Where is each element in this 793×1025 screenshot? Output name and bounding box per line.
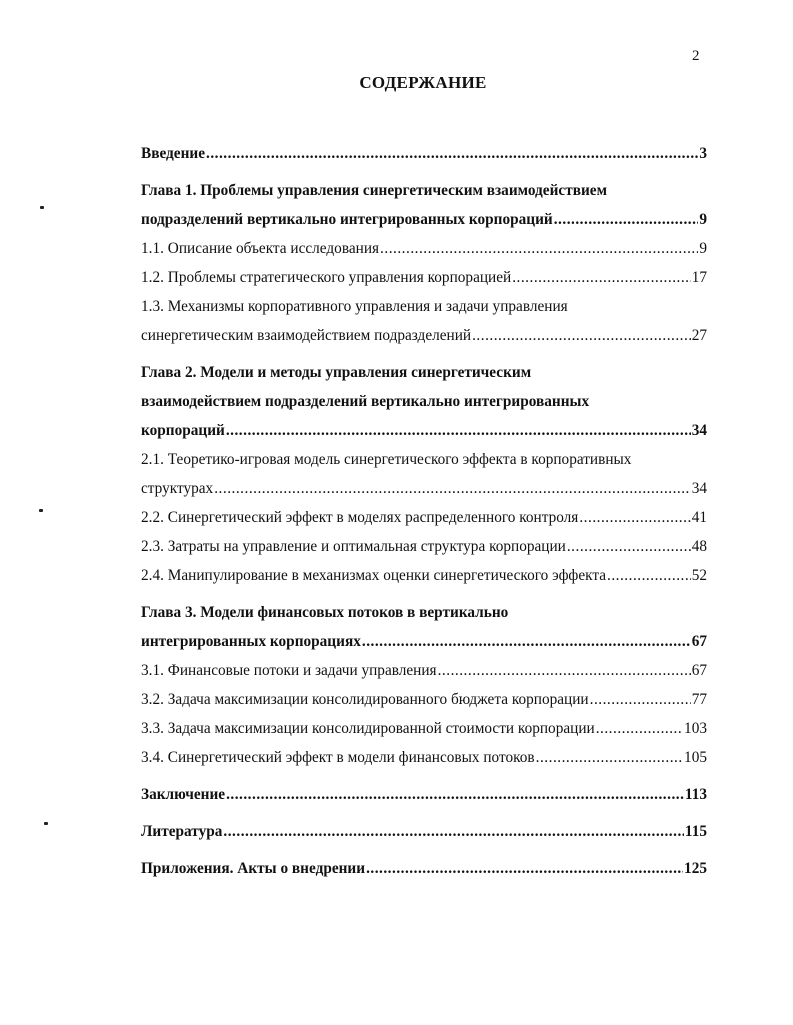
toc-entry-chapter-3: Глава 3. Модели финансовых потоков в вертикально (141, 604, 509, 621)
toc-entry-chapter-2-cont: взаимодействием подразделений вертикально интегрированных (141, 393, 590, 410)
leader-dots (472, 321, 691, 350)
table-of-contents (141, 139, 707, 883)
toc-entry-3-3: 3.3. Задача максимизации консолидированной стоимости корпорации ..... 103 (141, 714, 707, 743)
toc-entry-2-1: 2.1. Теоретико-игровая модель синергетического эффекта в корпоративных (141, 451, 632, 468)
leader-dots (596, 714, 683, 743)
toc-entry-3-4: 3.4. Синергетический эффект в модели финансовых потоков ..... 105 (141, 743, 707, 772)
leader-dots (223, 817, 683, 846)
toc-entry-2-3: 2.3. Затраты на управление и оптимальная структура корпорации ..... 48 (141, 532, 707, 561)
leader-dots (226, 780, 684, 809)
leader-dots (536, 743, 683, 772)
toc-entry-chapter-1: Глава 1. Проблемы управления синергетическим взаимодействием (141, 182, 607, 199)
toc-entry-2-2: 2.2. Синергетический эффект в моделях распределенного контроля ..... 41 (141, 503, 707, 532)
leader-dots (226, 416, 691, 445)
leader-dots (607, 561, 691, 590)
toc-entry-3-2: 3.2. Задача максимизации консолидированного бюджета корпорации ..... 77 (141, 685, 707, 714)
toc-entry-1-2: 1.2. Проблемы стратегического управления корпорацией ..... 17 (141, 263, 707, 292)
toc-entry-1-3: 1.3. Механизмы корпоративного управления и задачи управления (141, 298, 568, 315)
toc-entry-1-3-cont: синергетическим взаимодействием подразделений ..... 27 (141, 321, 707, 350)
toc-entry-conclusion: Заключение ..... 113 (141, 780, 707, 809)
toc-entry-chapter-2: Глава 2. Модели и методы управления синергетическим (141, 364, 532, 381)
leader-dots (590, 685, 691, 714)
leader-dots (512, 263, 691, 292)
toc-entry-appendices: Приложения. Акты о внедрении ..... 125 (141, 854, 707, 883)
leader-dots (567, 532, 691, 561)
scan-speck (44, 822, 48, 825)
leader-dots (366, 854, 683, 883)
scan-speck (39, 509, 43, 512)
leader-dots (206, 139, 698, 168)
leader-dots (380, 234, 698, 263)
leader-dots (554, 205, 699, 234)
leader-dots (438, 656, 691, 685)
toc-entry-2-4: 2.4. Манипулирование в механизмах оценки синергетического эффекта ..... 52 (141, 561, 707, 590)
page-number: 2 (692, 48, 700, 64)
toc-entry-2-1-cont: структурах ..... 34 (141, 474, 707, 503)
leader-dots (214, 474, 690, 503)
scan-speck (40, 206, 44, 209)
toc-entry-1-1: 1.1. Описание объекта исследования ..... 9 (141, 234, 707, 263)
toc-entry-chapter-3-cont: интегрированных корпорациях ..... 67 (141, 627, 707, 656)
toc-entry-chapter-2-end: корпораций ..... 34 (141, 416, 707, 445)
leader-dots (579, 503, 690, 532)
leader-dots (362, 627, 691, 656)
toc-entry-3-1: 3.1. Финансовые потоки и задачи управления ..... 67 (141, 656, 707, 685)
page-title: СОДЕРЖАНИЕ (359, 73, 487, 92)
toc-entry-introduction: Введение ..... 3 (141, 139, 707, 168)
toc-entry-chapter-1-cont: подразделений вертикально интегрированных корпораций ..... 9 (141, 205, 707, 234)
toc-entry-literature: Литература ..... 115 (141, 817, 707, 846)
